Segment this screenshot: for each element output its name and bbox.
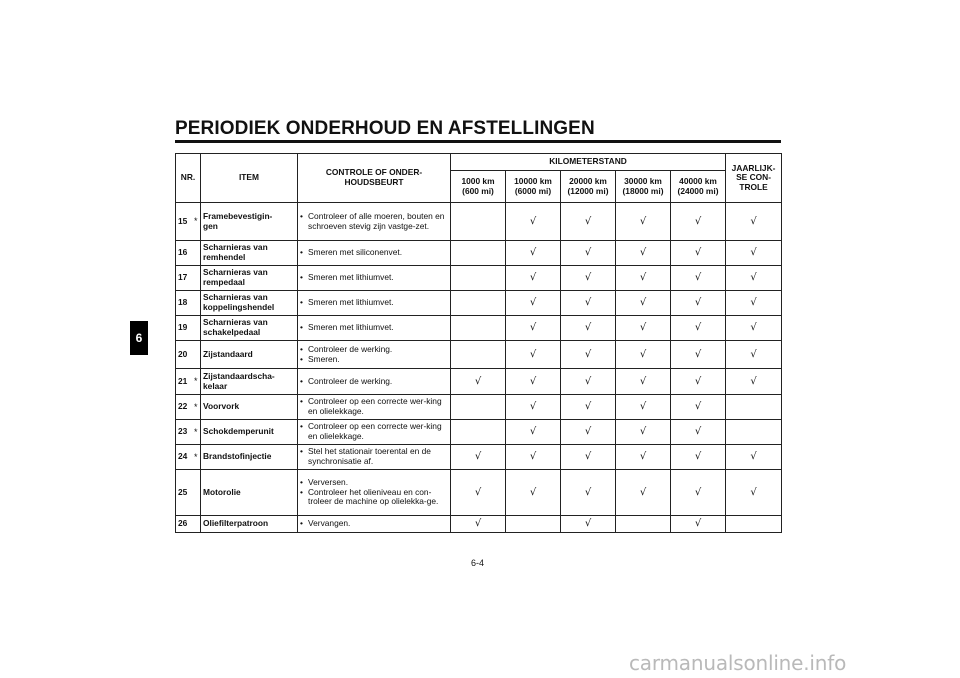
check-mark: √ xyxy=(726,203,782,241)
title-underline xyxy=(175,140,781,143)
check-mark: √ xyxy=(671,369,726,395)
row-number: 20 xyxy=(176,341,192,369)
check-mark: √ xyxy=(506,316,561,341)
control-bullet: • Smeren met lithiumvet. xyxy=(300,273,448,283)
empty-cell xyxy=(451,241,506,266)
table-row xyxy=(176,266,782,291)
dealer-star xyxy=(192,291,201,316)
check-mark: √ xyxy=(561,316,616,341)
row-control xyxy=(298,341,451,369)
header-km-2: 20000 km (12000 mi) xyxy=(561,171,616,203)
empty-cell xyxy=(451,395,506,420)
row-item: Scharnieras van rempedaal xyxy=(201,266,298,291)
check-mark: √ xyxy=(561,291,616,316)
check-mark: √ xyxy=(561,266,616,291)
control-bullet: • Controleer het olieniveau en con-troleer de machine op olielekka-ge. xyxy=(300,488,448,507)
row-item: Oliefilterpatroon xyxy=(201,516,298,533)
check-mark: √ xyxy=(616,369,671,395)
check-mark: √ xyxy=(616,241,671,266)
check-mark: √ xyxy=(616,341,671,369)
control-bullet: • Vervangen. xyxy=(300,519,448,529)
check-mark: √ xyxy=(561,369,616,395)
dealer-star xyxy=(192,470,201,516)
empty-cell xyxy=(726,395,782,420)
row-control xyxy=(298,445,451,470)
table-row xyxy=(176,445,782,470)
check-mark: √ xyxy=(726,266,782,291)
empty-cell xyxy=(451,203,506,241)
row-number: 23 xyxy=(176,420,192,445)
check-mark: √ xyxy=(726,369,782,395)
check-mark: √ xyxy=(671,266,726,291)
table-row xyxy=(176,395,782,420)
check-mark: √ xyxy=(671,203,726,241)
check-mark: √ xyxy=(506,445,561,470)
check-mark: √ xyxy=(616,420,671,445)
row-control xyxy=(298,266,451,291)
header-km-4: 40000 km (24000 mi) xyxy=(671,171,726,203)
control-bullet: • Smeren met lithiumvet. xyxy=(300,298,448,308)
empty-cell xyxy=(616,516,671,533)
control-bullet: • Verversen. xyxy=(300,478,448,488)
row-control xyxy=(298,291,451,316)
dealer-star xyxy=(192,341,201,369)
control-bullet: • Controleer op een correcte wer-king en olielekkage. xyxy=(300,397,448,416)
control-bullet: • Smeren met lithiumvet. xyxy=(300,323,448,333)
row-item: Zijstandaardscha- kelaar xyxy=(201,369,298,395)
control-bullet: • Controleer de werking. xyxy=(300,345,448,355)
empty-cell xyxy=(451,316,506,341)
check-mark: √ xyxy=(671,470,726,516)
check-mark: √ xyxy=(561,203,616,241)
check-mark: √ xyxy=(451,470,506,516)
row-item: Scharnieras van remhendel xyxy=(201,241,298,266)
row-control xyxy=(298,316,451,341)
check-mark: √ xyxy=(506,395,561,420)
header-nr: NR. xyxy=(176,154,201,203)
check-mark: √ xyxy=(561,241,616,266)
dealer-star: * xyxy=(192,395,201,420)
header-control: CONTROLE OF ONDER- HOUDSBEURT xyxy=(298,154,451,203)
row-number: 26 xyxy=(176,516,192,533)
row-number: 18 xyxy=(176,291,192,316)
header-annual: JAARLIJK- SE CON- TROLE xyxy=(726,154,782,203)
empty-cell xyxy=(451,420,506,445)
table-row xyxy=(176,316,782,341)
row-item: Brandstofinjectie xyxy=(201,445,298,470)
control-bullet: • Smeren met siliconenvet. xyxy=(300,248,448,258)
row-item: Motorolie xyxy=(201,470,298,516)
chapter-tab: 6 xyxy=(130,321,148,355)
table-row xyxy=(176,470,782,516)
check-mark: √ xyxy=(616,316,671,341)
check-mark: √ xyxy=(561,516,616,533)
row-control xyxy=(298,241,451,266)
check-mark: √ xyxy=(561,341,616,369)
empty-cell xyxy=(506,516,561,533)
check-mark: √ xyxy=(671,516,726,533)
control-bullet: • Stel het stationair toerental en de synchronisatie af. xyxy=(300,447,448,466)
row-number: 16 xyxy=(176,241,192,266)
check-mark: √ xyxy=(451,369,506,395)
check-mark: √ xyxy=(616,445,671,470)
row-number: 17 xyxy=(176,266,192,291)
check-mark: √ xyxy=(726,241,782,266)
row-number: 25 xyxy=(176,470,192,516)
check-mark: √ xyxy=(726,316,782,341)
dealer-star: * xyxy=(192,420,201,445)
table-row xyxy=(176,420,782,445)
row-item: Scharnieras van schakelpedaal xyxy=(201,316,298,341)
row-control xyxy=(298,395,451,420)
header-km-3: 30000 km (18000 mi) xyxy=(616,171,671,203)
table-row xyxy=(176,203,782,241)
check-mark: √ xyxy=(561,445,616,470)
maintenance-table xyxy=(175,153,782,533)
check-mark: √ xyxy=(671,316,726,341)
empty-cell xyxy=(451,266,506,291)
check-mark: √ xyxy=(561,420,616,445)
check-mark: √ xyxy=(616,203,671,241)
dealer-star: * xyxy=(192,369,201,395)
check-mark: √ xyxy=(671,395,726,420)
row-number: 15 xyxy=(176,203,192,241)
check-mark: √ xyxy=(506,420,561,445)
control-bullet: • Controleer of alle moeren, bouten en schroeven stevig zijn vastge-zet. xyxy=(300,212,448,231)
row-item: Voorvork xyxy=(201,395,298,420)
dealer-star xyxy=(192,316,201,341)
check-mark: √ xyxy=(726,470,782,516)
row-control xyxy=(298,203,451,241)
table-row xyxy=(176,291,782,316)
dealer-star: * xyxy=(192,203,201,241)
control-bullet: • Smeren. xyxy=(300,355,448,365)
header-km-1: 10000 km (6000 mi) xyxy=(506,171,561,203)
table-row xyxy=(176,241,782,266)
page-title: PERIODIEK ONDERHOUD EN AFSTELLINGEN xyxy=(175,118,595,139)
row-item: Framebevestigin- gen xyxy=(201,203,298,241)
check-mark: √ xyxy=(671,291,726,316)
check-mark: √ xyxy=(506,341,561,369)
check-mark: √ xyxy=(506,291,561,316)
table-row xyxy=(176,516,782,533)
page-number: 6-4 xyxy=(471,558,485,568)
dealer-star xyxy=(192,266,201,291)
table-row xyxy=(176,341,782,369)
watermark: carmanualsonline.info xyxy=(629,651,847,675)
check-mark: √ xyxy=(561,470,616,516)
empty-cell xyxy=(451,291,506,316)
check-mark: √ xyxy=(671,241,726,266)
check-mark: √ xyxy=(671,341,726,369)
dealer-star xyxy=(192,241,201,266)
row-control xyxy=(298,470,451,516)
check-mark: √ xyxy=(451,516,506,533)
table-row xyxy=(176,369,782,395)
control-bullet: • Controleer op een correcte wer-king en olielekkage. xyxy=(300,422,448,441)
check-mark: √ xyxy=(506,241,561,266)
check-mark: √ xyxy=(451,445,506,470)
empty-cell xyxy=(451,341,506,369)
check-mark: √ xyxy=(561,395,616,420)
row-number: 21 xyxy=(176,369,192,395)
check-mark: √ xyxy=(726,291,782,316)
row-item: Zijstandaard xyxy=(201,341,298,369)
header-item: ITEM xyxy=(201,154,298,203)
check-mark: √ xyxy=(671,445,726,470)
row-item: Schokdemperunit xyxy=(201,420,298,445)
check-mark: √ xyxy=(726,445,782,470)
check-mark: √ xyxy=(726,341,782,369)
check-mark: √ xyxy=(506,266,561,291)
row-number: 22 xyxy=(176,395,192,420)
row-number: 24 xyxy=(176,445,192,470)
check-mark: √ xyxy=(616,470,671,516)
dealer-star xyxy=(192,516,201,533)
control-bullet: • Controleer de werking. xyxy=(300,377,448,387)
row-control xyxy=(298,369,451,395)
check-mark: √ xyxy=(616,395,671,420)
empty-cell xyxy=(726,420,782,445)
header-km-0: 1000 km (600 mi) xyxy=(451,171,506,203)
check-mark: √ xyxy=(506,470,561,516)
empty-cell xyxy=(726,516,782,533)
header-kilometerstand: KILOMETERSTAND xyxy=(451,154,726,171)
check-mark: √ xyxy=(506,369,561,395)
row-item: Scharnieras van koppelingshendel xyxy=(201,291,298,316)
row-control xyxy=(298,516,451,533)
check-mark: √ xyxy=(671,420,726,445)
check-mark: √ xyxy=(616,266,671,291)
row-control xyxy=(298,420,451,445)
row-number: 19 xyxy=(176,316,192,341)
check-mark: √ xyxy=(506,203,561,241)
dealer-star: * xyxy=(192,445,201,470)
check-mark: √ xyxy=(616,291,671,316)
